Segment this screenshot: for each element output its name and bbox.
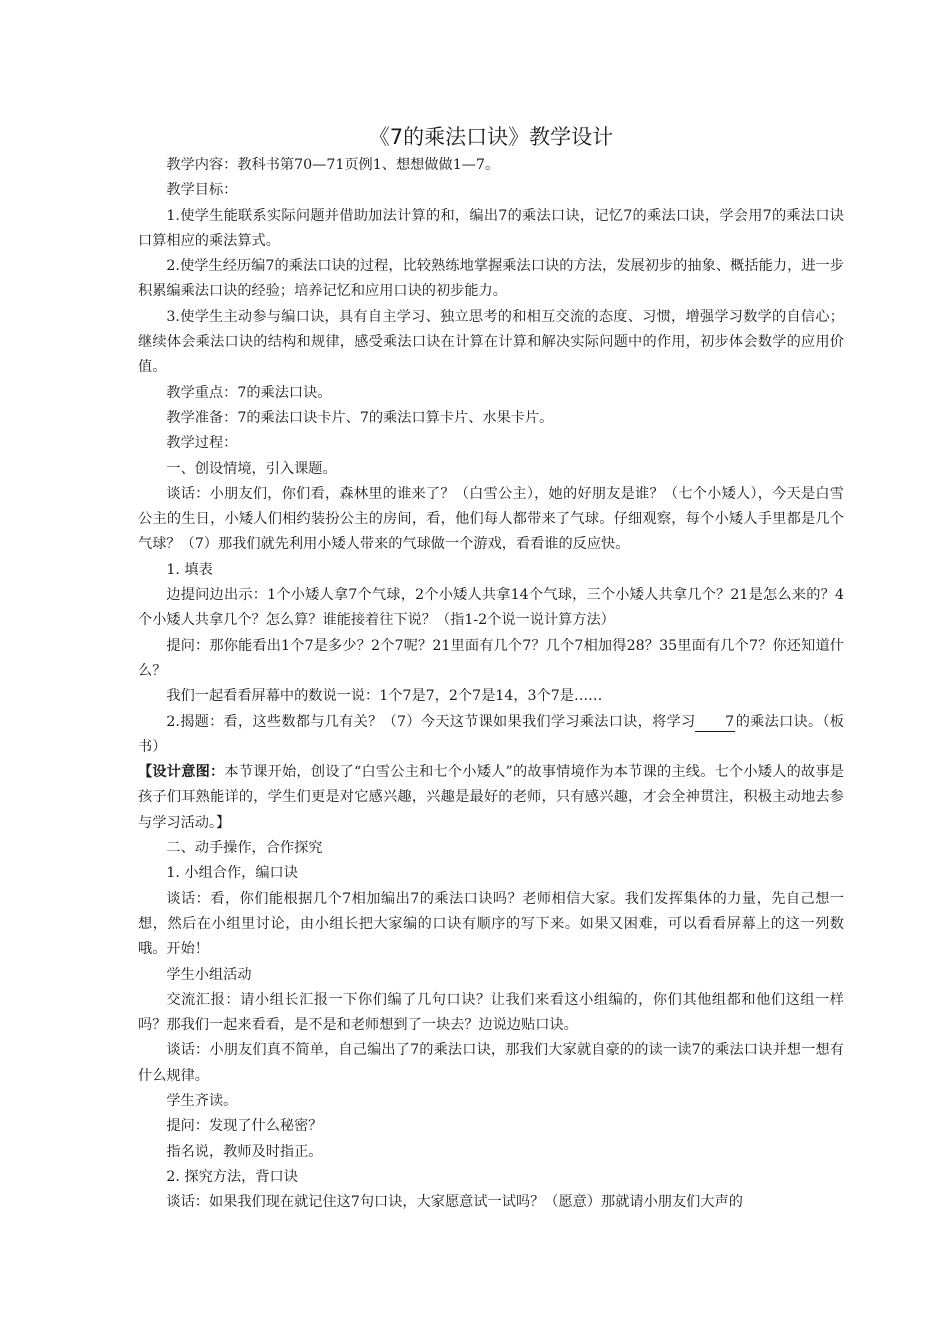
reveal-text-a: 2.揭题：看，这些数都与几有关？（7）今天这节课如果我们学习乘法口诀，将学习: [166, 713, 696, 730]
paragraph-reveal-topic: [138, 710, 844, 761]
paragraph-questions-2: 提问：那你能看出1个7是多少？2个7呢？21里面有几个7？几个7相加得28？35里面有几个7？你还知道什么？: [138, 637, 844, 679]
fill-blank: 7: [695, 713, 735, 732]
document-title: 《7的乘法口诀》教学设计: [368, 125, 614, 149]
paragraph-group-activity: 学生小组活动: [166, 966, 252, 983]
section-heading-1: 一、创设情境，引入课题。: [166, 460, 337, 477]
paragraph-read-together: 学生齐读。: [166, 1092, 238, 1109]
design-intent-text: 本节课开始，创设了“白雪公主和七个小矮人”的故事情境作为本节课的主线。七个小矮人的故事是孩子们耳熟能详的，学生们更是对它感兴趣，兴趣是最好的老师，只有感兴趣，才会全神贯注，积极主动地去参与学习活动。】: [138, 764, 844, 831]
paragraph-correction: 指名说，教师及时指正。: [166, 1143, 323, 1160]
subheading-memorize: 2. 探究方法，背口诀: [166, 1168, 298, 1185]
goal-1: 1.使学生能联系实际问题并借助加法计算的和，编出7的乘法口诀，记忆7的乘法口诀，学会用7的乘法口诀口算相应的乘法算式。: [138, 207, 844, 249]
paragraph-key-point: 教学重点：7的乘法口诀。: [166, 384, 332, 401]
subheading-group-work: 1. 小组合作，编口诀: [166, 865, 298, 882]
section-heading-2: 二、动手操作，合作探究: [166, 840, 323, 857]
paragraph-screen-numbers: 我们一起看看屏幕中的数说一说：1个7是7，2个7是14，3个7是……: [166, 688, 603, 705]
design-intent-label: 【设计意图：: [138, 764, 225, 781]
reveal-text-b: 的乘法口诀。（板书）: [138, 713, 844, 755]
paragraph-questions-1: 边提问边出示：1个小矮人拿7个气球，2个小矮人共拿14个气球，三个小矮人共拿几个？21是怎么来的？4个小矮人共拿几个？怎么算？谁能接着往下说？（指1-2个说一说计算方法）: [138, 587, 844, 629]
document-page: [138, 122, 844, 1215]
paragraph-preparation: 教学准备：7的乘法口诀卡片、7的乘法口算卡片、水果卡片。: [166, 409, 554, 426]
paragraph-talk-4: 谈话：如果我们现在就记住这7句口诀，大家愿意试一试吗？（愿意）那就请小朋友们大声的: [166, 1194, 743, 1211]
heading-teaching-goals: 教学目标：: [166, 182, 238, 199]
paragraph-teaching-content: 教学内容：教科书第70—71页例1、想想做做1—7。: [166, 157, 500, 173]
paragraph-report: 交流汇报：请小组长汇报一下你们编了几句口诀？让我们来看这小组编的，你们其他组都和他们这组一样吗？那我们一起来看看，是不是和老师想到了一块去？边说边贴口诀。: [138, 991, 844, 1034]
paragraph-talk-3: 谈话：小朋友们真不简单，自己编出了7的乘法口诀，那我们大家就自豪的的读一读7的乘法口诀并想一想有什么规律。: [138, 1042, 844, 1084]
heading-process: 教学过程：: [166, 435, 238, 452]
goal-2: 2.使学生经历编7的乘法口诀的过程，比较熟练地掌握乘法口诀的方法，发展初步的抽象、概括能力，进一步积累编乘法口诀的经验；培养记忆和应用口诀的初步能力。: [138, 258, 844, 300]
paragraph-talk-1: 谈话：小朋友们，你们看，森林里的谁来了？（白雪公主），她的好朋友是谁？（七个小矮人），今天是白雪公主的生日，小矮人们相约装扮公主的房间，看，他们每人都带来了气球。仔细观察，每个小矮人手里都是几个气球？（7）那我们就先利用小矮人带来的气球做一个游戏，看看谁的反应快。: [138, 485, 844, 553]
paragraph-talk-2: 谈话：看，你们能根据几个7相加编出7的乘法口诀吗？老师相信大家。我们发挥集体的力量，先自己想一想，然后在小组里讨论，由小组长把大家编的口诀有顺序的写下来。如果又困难，可以看看屏幕上的这一列数哦。开始！: [138, 890, 844, 958]
paragraph-design-intent: [138, 760, 844, 836]
goal-3: 3.使学生主动参与编口诀，具有自主学习、独立思考的和相互交流的态度、习惯，增强学习数学的自信心；继续体会乘法口诀的结构和规律，感受乘法口诀在计算在计算和解决实际问题中的作用，初步体会数学的应用价值。: [138, 308, 844, 376]
subheading-fill-table: 1. 填表: [166, 561, 213, 578]
paragraph-question-secret: 提问：发现了什么秘密？: [166, 1118, 323, 1135]
